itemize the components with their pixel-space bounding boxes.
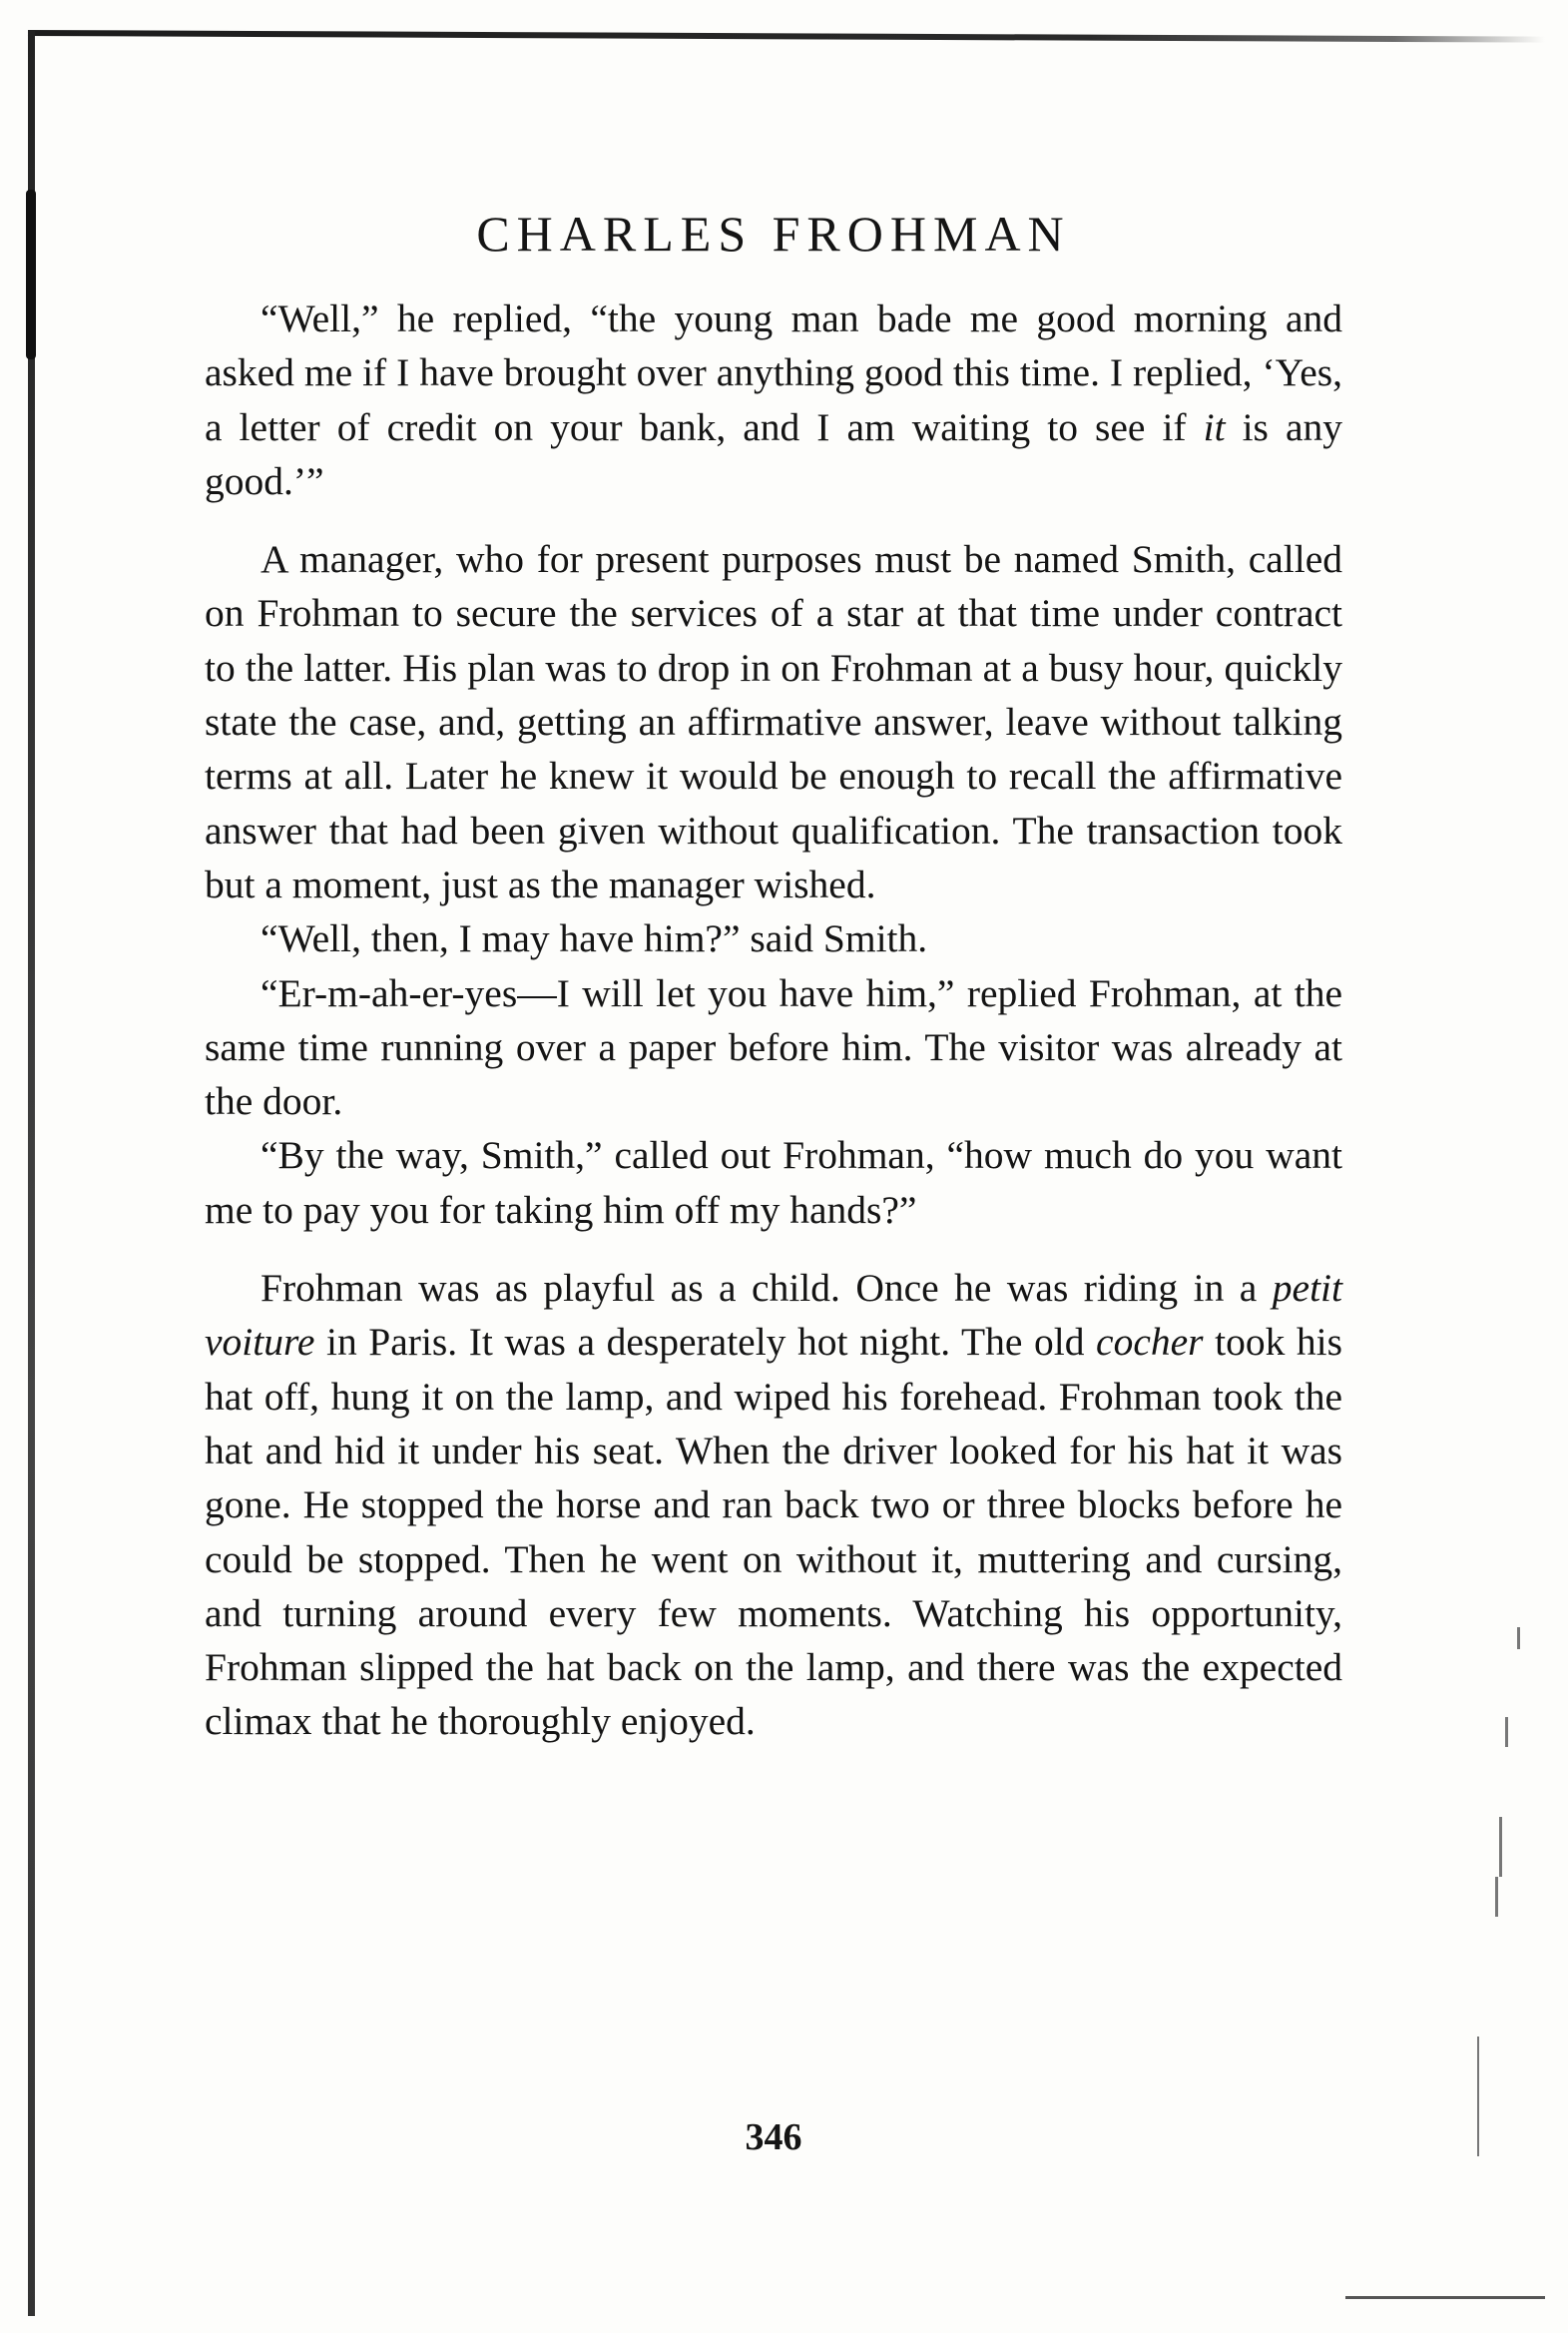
text-run: “Well,” he replied, “the young man bade me good morning and asked me if I have brought over anything good this time. I replied, ‘Yes, a letter of credit on your bank, and I am waiting to see if	[205, 296, 1342, 449]
paragraph	[205, 1261, 1342, 1749]
text-run: is any good.’”	[205, 404, 1342, 503]
italic-text: cocher	[1096, 1320, 1204, 1365]
scan-speck	[1495, 1877, 1498, 1917]
text-run: Frohman was as playful as a child. Once he was riding in a	[261, 1266, 1273, 1311]
scan-speck	[1499, 1817, 1502, 1877]
text-run: in Paris. It was a desperately hot night. The old	[314, 1320, 1097, 1365]
scan-speck	[1477, 2037, 1479, 2156]
paragraph	[205, 532, 1342, 911]
scan-speck	[1505, 1717, 1508, 1747]
scan-edge-left-shadow	[26, 190, 36, 359]
body-text	[205, 292, 1342, 1749]
paragraph	[205, 292, 1342, 508]
italic-text: petit voiture	[205, 1266, 1342, 1365]
paragraph	[205, 1128, 1342, 1237]
scan-edge-top	[28, 30, 1545, 43]
scan-edge-left	[28, 30, 35, 2316]
text-run: “By the way, Smith,” called out Frohman, “how much do you want me to pay you for taking him off my hands?”	[205, 1133, 1342, 1232]
paragraph	[205, 911, 1342, 965]
paragraph	[205, 966, 1342, 1129]
running-head: CHARLES FROHMAN	[476, 206, 1071, 262]
text-run: took his hat off, hung it on the lamp, and wiped his forehead. Frohman took the hat and hid it under his seat. When the driver looked for his hat it was gone. He stopped the horse and ran back two or three blocks before he could be stopped. Then he went on without it, muttering and cursing, and turning around every few moments. Watching his opportunity, Frohman slipped the hat back on the lamp, and there was the expected climax that he thoroughly enjoyed.	[205, 1320, 1342, 1744]
page-number: 346	[745, 2116, 802, 2158]
text-run: “Er-m-ah-er-yes—I will let you have him,” replied Frohman, at the same time running over a paper before him. The visitor was already at the door.	[205, 970, 1342, 1124]
text-run: A manager, who for present purposes must be named Smith, called on Frohman to secure the services of a star at that time under contract to the latter. His plan was to drop in on Frohman at a busy hour, quickly state the case, and, getting an affirmative answer, leave without talking terms at all. Later he knew it would be enough to recall the affirmative answer that had been given without qualification. The transaction took but a moment, just as the manager wished.	[205, 537, 1342, 906]
scan-edge-bottom	[1345, 2296, 1545, 2299]
italic-text: it	[1203, 404, 1226, 449]
scan-speck	[1517, 1627, 1520, 1649]
text-run: “Well, then, I may have him?” said Smith.	[261, 916, 928, 961]
